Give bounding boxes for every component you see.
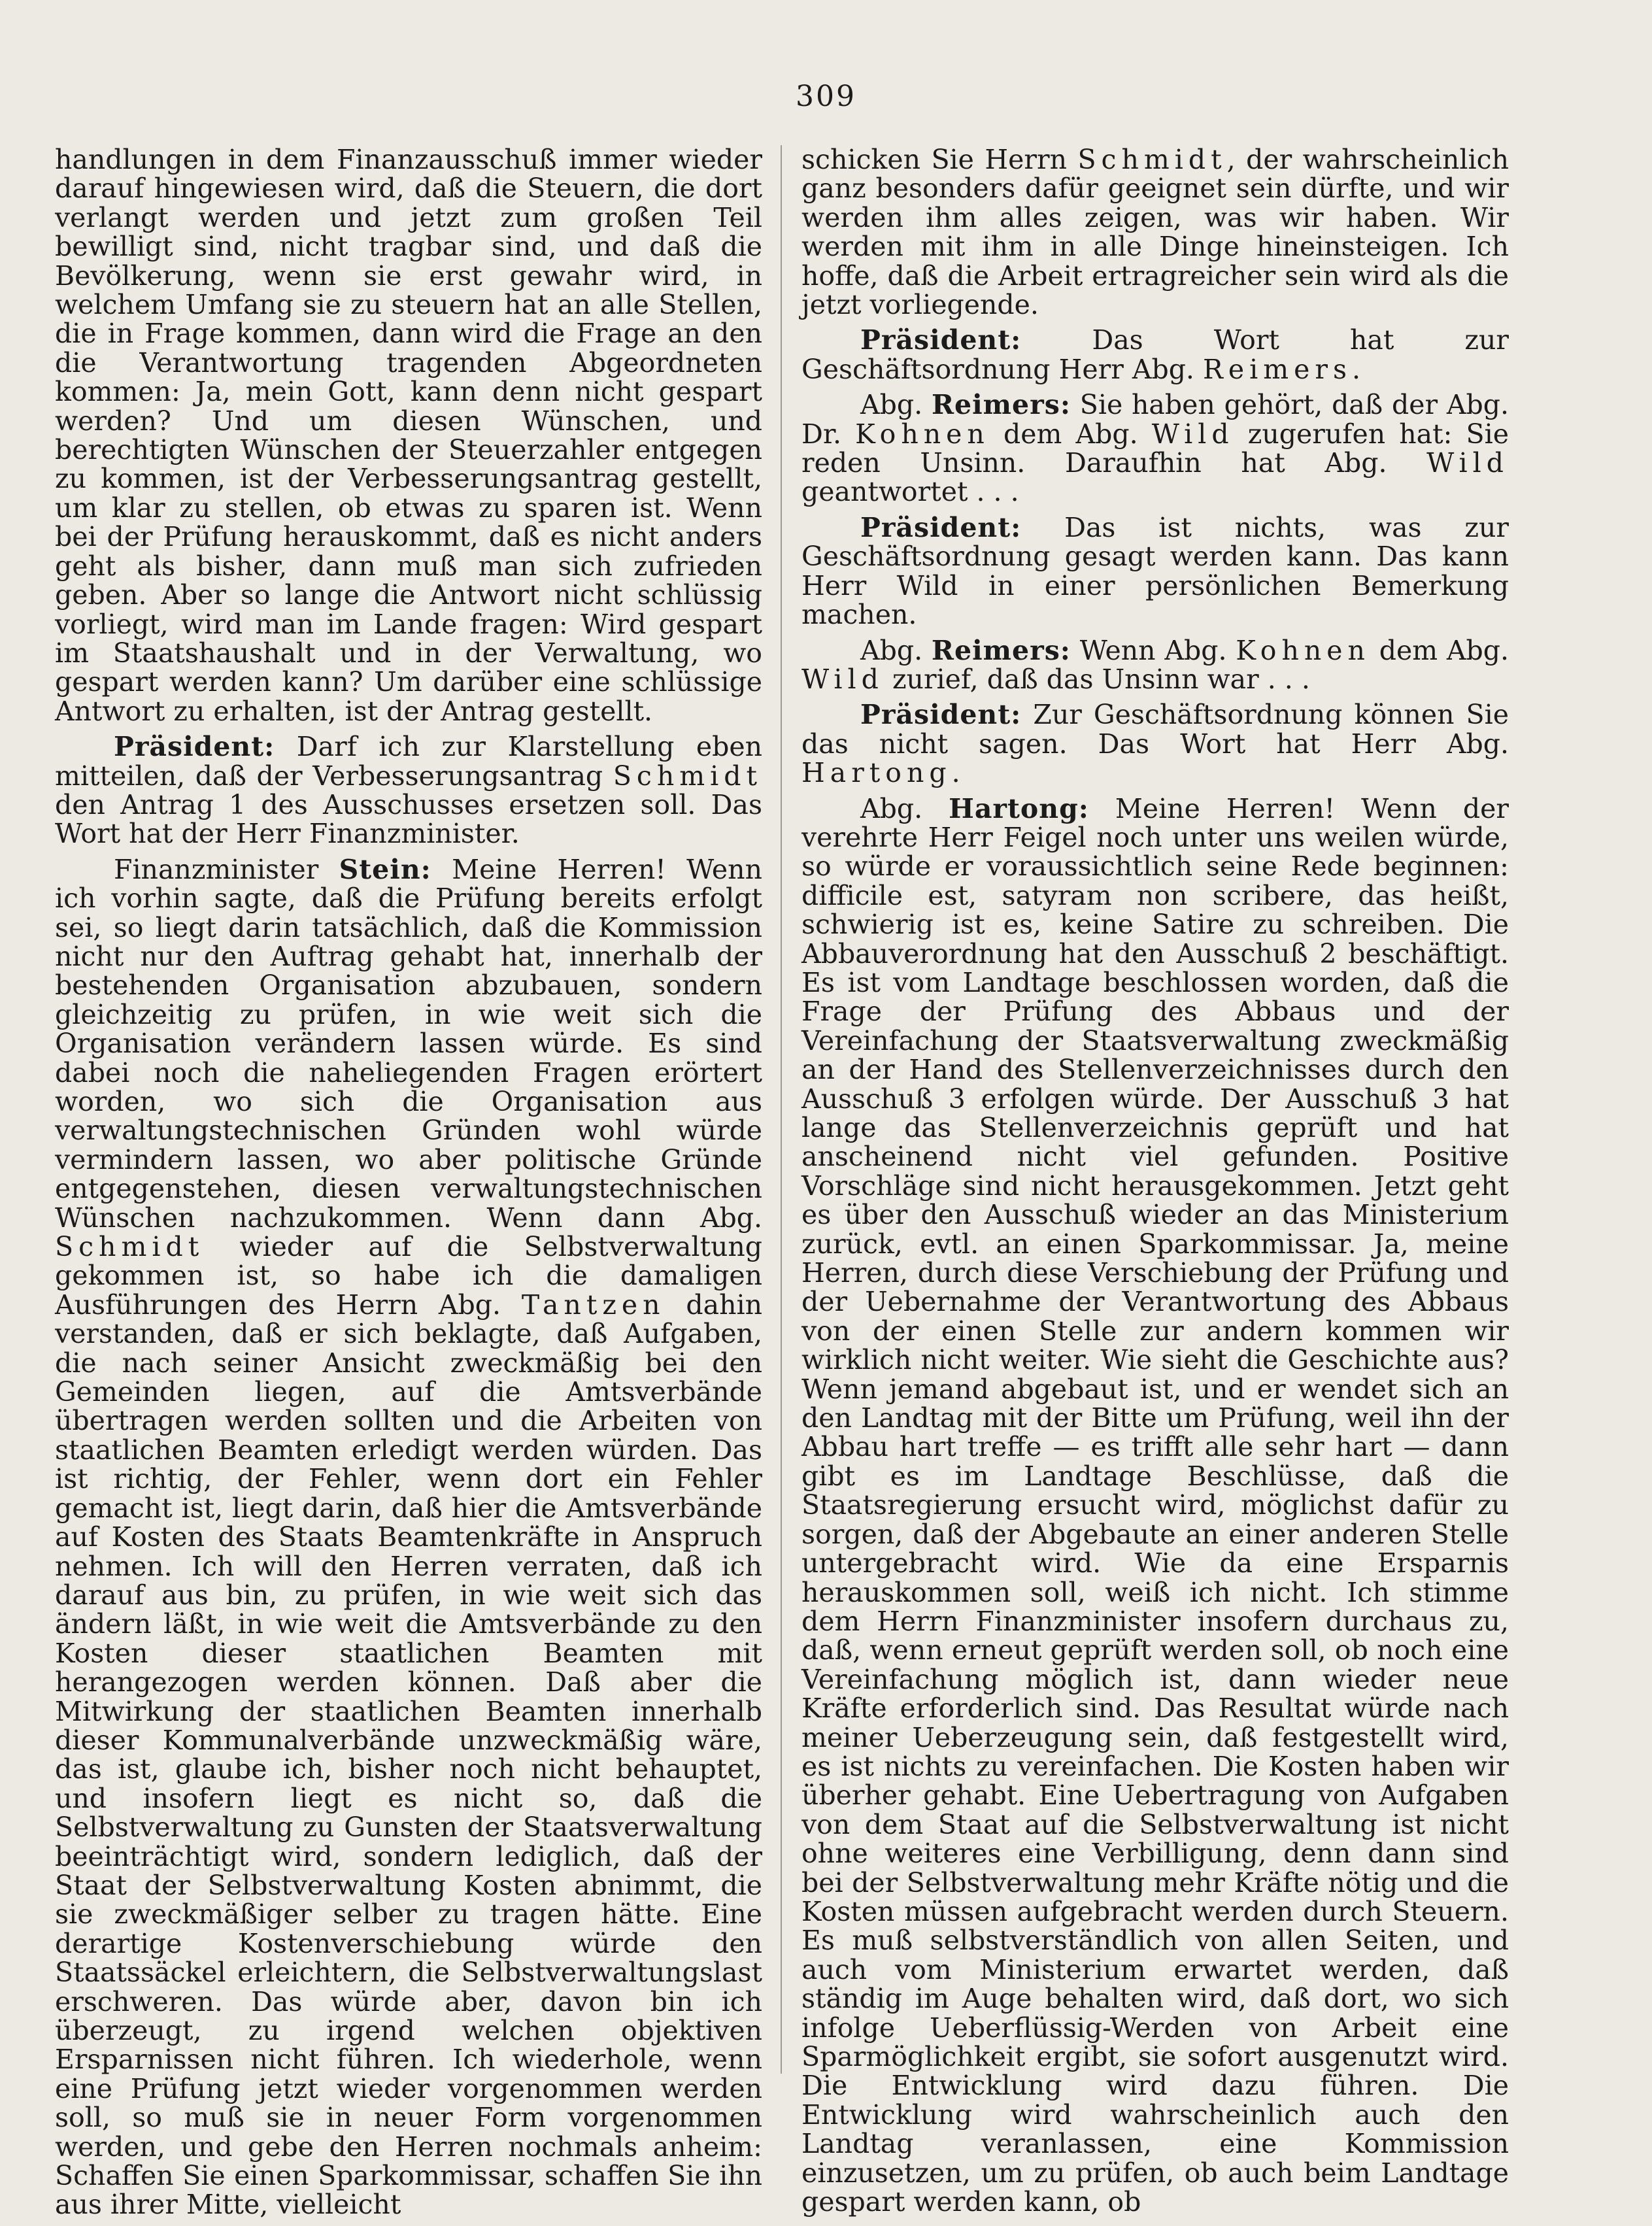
text-run: Abg. [860,634,932,666]
text-run: dem Abg. [1370,634,1509,666]
text-run: Sie haben gehört, daß der Abg. Dr. [801,389,1509,450]
right-paragraph-7 [801,794,1509,2217]
person-name: Kohnen [855,418,990,450]
left-column [55,145,762,2226]
right-paragraph-3 [801,390,1509,507]
text-run: wieder auf die Selbstverwaltung gekommen ist, so habe ich die damaligen Ausführungen des Herrn Abg. [55,1231,762,1321]
left-paragraph-1: handlungen in dem Finanzausschuß immer wieder darauf hingewiesen wird, daß die Steuern, die dort verlangt werden und jetzt zum großen Teil bewilligt sind, nicht tragbar sind, und daß die Bevölkerung, wenn sie erst gewahr wird, in welchem Umfang sie zu steuern hat an alle Stellen, die in Frage kommen, dann wird die Frage an den die Verantwortung tragenden Abgeordneten kommen: Ja, mein Gott, kann denn nicht gespart werden? Und um diesen Wünschen, und berechtigten Wünschen der Steuerzahler entgegen zu kommen, ist der Verbesserungsantrag gestellt, um klar zu stellen, ob etwas zu sparen ist. Wenn bei der Prüfung herauskommt, daß es nicht anders geht als bisher, dann muß man sich zufrieden geben. Aber so lange die Antwort nicht schlüssig vorliegt, wird man im Lande fragen: Wird gespart im Staatshaushalt und in der Verwaltung, wo gespart werden kann? Um darüber eine schlüssige Antwort zu erhalten, ist der Antrag gestellt. [55,144,762,727]
person-name: Wild [1426,447,1509,479]
right-column [801,145,1509,2223]
person-name: Schmidt [55,1231,205,1263]
right-paragraph-1 [801,145,1509,319]
text-run: geantwortet . . . [801,476,1019,508]
person-name: Tantzen [521,1289,666,1321]
person-name: Kohnen [1236,634,1370,666]
right-paragraph-2 [801,326,1509,384]
speaker-label: Hartong: [949,792,1089,824]
column-divider [781,145,782,2074]
right-paragraph-5 [801,636,1509,694]
right-paragraph-4 [801,513,1509,630]
person-name: Wild [801,663,884,695]
text-run: Wenn Abg. [1070,634,1236,666]
speaker-label: Präsident: [860,324,1022,356]
person-name: Schmidt [1077,144,1227,175]
text-run: Abg. [860,792,949,824]
text-run: Meine Herren! Wenn ich vorhin sagte, daß die Prüfung bereits erfolgt sei, so liegt darin tatsächlich, daß die Kommission nicht nur den Auftrag gehabt hat, innerhalb der bestehenden Organisation abzubauen, sondern gleichzeitig zu prüfen, in wie weit sich die Organisation verändern lassen würde. Es sind dabei noch die naheliegenden Fragen erörtert worden, wo sich die Organisation aus verwaltungstechnischen Gründen wohl würde vermindern lassen, wo aber politische Gründe entgegenstehen, diesen verwaltungstechnischen Wünschen nachzukommen. Wenn dann Abg. [55,853,762,1234]
text-run: Zur Geschäftsordnung können Sie das nicht sagen. Das Wort hat Herr Abg. [801,699,1509,760]
left-paragraph-2 [55,732,762,849]
person-name: Schmidt [613,760,762,792]
speaker-label: Reimers: [931,634,1071,666]
speaker-label: Präsident: [860,511,1022,543]
text-run: dem Abg. [989,418,1152,450]
speaker-label: Präsident: [114,731,275,763]
speaker-label: Reimers: [931,389,1071,421]
right-paragraph-6 [801,700,1509,787]
person-name: Hartong [801,757,952,789]
text-run: Darf ich zur Klarstellung eben mitteilen, daß der Verbesserungsantrag [55,731,762,792]
text-run: den Antrag 1 des Ausschusses ersetzen soll. Das Wort hat der Herr Finanzminister. [55,788,762,850]
text-run: zugerufen hat: Sie reden Unsinn. Daraufhin hat Abg. [801,418,1509,479]
person-name: Wild [1151,418,1234,450]
speaker-label: Präsident: [860,699,1022,731]
page-number: 309 [796,80,856,113]
text-run: . [1352,353,1361,385]
text-run: Das ist nichts, was zur Geschäftsordnung gesagt werden kann. Das kann Herr Wild in einer persönlichen Bemerkung machen. [801,511,1509,631]
text-run: , der wahrscheinlich ganz besonders dafür geeignet sein dürfte, und wir werden ihm alles zeigen, was wir haben. Wir werden mit ihm in alle Dinge hineinsteigen. Ich hoffe, daß die Arbeit ertragreicher sein wird als die jetzt vorliegende. [801,144,1509,321]
text-run: . [951,757,960,789]
text-run: zurief, daß das Unsinn war . . . [883,663,1310,695]
text-run: schicken Sie Herrn [801,144,1078,175]
text-run: Abg. [860,389,932,421]
text-run: Das Wort hat zur Geschäftsordnung Herr Abg. [801,324,1509,385]
person-name: Reimers [1203,353,1353,385]
text-run: dahin verstanden, daß er sich beklagte, daß Aufgaben, die nach seiner Ansicht zweckmäßig bei den Gemeinden liegen, auf die Amtsverbände übertragen werden sollten und die Arbeiten von staatlichen Beamten erledigt werden würden. Das ist richtig, der Fehler, wenn dort ein Fehler gemacht ist, liegt darin, daß hier die Amtsverbände auf Kosten des Staats Beamtenkräfte in Anspruch nehmen. Ich will den Herren verraten, daß ich darauf aus bin, zu prüfen, in wie weit sich das ändern läßt, in wie weit die Amtsverbände zu den Kosten dieser staatlichen Beamten mit herangezogen werden können. Daß aber die Mitwirkung der staatlichen Beamten innerhalb dieser Kommunalverbände unzweckmäßig wäre, das ist, glaube ich, bisher noch nicht behauptet, und insofern liegt es nicht so, daß die Selbstverwaltung zu Gunsten der Staatsverwaltung beeinträchtigt wird, sondern lediglich, daß der Staat der Selbstverwaltung Kosten abnimmt, die sie zweckmäßiger selber zu tragen hätte. Eine derartige Kostenverschiebung würde den Staatssäckel erleichtern, die Selbstverwaltungslast erschweren. Das würde aber, davon bin ich überzeugt, zu irgend welchen objektiven Ersparnissen nicht führen. Ich wiederhole, wenn eine Prüfung jetzt wieder vorgenommen werden soll, so muß sie in neuer Form vorgenommen werden, und gebe den Herren nochmals anheim: Schaffen Sie einen Sparkommissar, schaffen Sie ihn aus ihrer Mitte, vielleicht [55,1289,762,2221]
text-run: Meine Herren! Wenn der verehrte Herr Feigel noch unter uns weilen würde, so würde er voraussichtlich seine Rede beginnen: difficile est, satyram non scribere, das heißt, schwierig ist es, keine Satire zu schreiben. Die Abbauverordnung hat den Ausschuß 2 beschäftigt. Es ist vom Landtage beschlossen worden, daß die Frage der Prüfung des Abbaus und der Vereinfachung der Staatsverwaltung zweckmäßig an der Hand des Stellenverzeichnisses durch den Ausschuß 3 erfolgen würde. Der Ausschuß 3 hat lange das Stellenverzeichnis geprüft und hat anscheinend nicht viel gefunden. Positive Vorschläge sind nicht herausgekommen. Jetzt geht es über den Ausschuß wieder an das Ministerium zurück, evtl. an einen Sparkommissar. Ja, meine Herren, durch diese Verschiebung der Prüfung und der Uebernahme der Verantwortung des Abbaus von der einen Stelle zur andern kommen wir wirklich nicht weiter. Wie sieht die Geschichte aus? Wenn jemand abgebaut ist, und er wendet sich an den Landtag mit der Bitte um Prüfung, weil ihn der Abbau hart treffe — es trifft alle sehr hart — dann gibt es im Landtage Beschlüsse, daß die Staatsregierung ersucht wird, möglichst dafür zu sorgen, daß der Abgebaute an einer anderen Stelle untergebracht wird. Wie da eine Ersparnis herauskommen soll, weiß ich nicht. Ich stimme dem Herrn Finanzminister insofern durchaus zu, daß, wenn erneut geprüft werden soll, ob noch eine Vereinfachung möglich ist, dann wieder neue Kräfte erforderlich sind. Das Resultat würde nach meiner Ueberzeugung sein, daß festgestellt wird, es ist nichts zu vereinfachen. Die Kosten haben wir überher gehabt. Eine Uebertragung von Aufgaben von dem Staat auf die Selbstverwaltung ist nicht ohne weiteres eine Verbilligung, denn dann sind bei der Selbstverwaltung mehr Kräfte nötig und die Kosten müssen aufgebracht werden durch Steuern. Es muß selbstverständlich von allen Seiten, und auch vom Ministerium erwartet werden, daß ständig im Auge behalten wird, daß dort, wo sich infolge Ueberflüssig-Werden von Arbeit eine Sparmöglichkeit ergibt, sie sofort ausgenutzt wird. Die Entwicklung wird dazu führen. Die Entwicklung wird wahrscheinlich auch den Landtag veranlassen, eine Kommission einzusetzen, um zu prüfen, ob auch beim Landtage gespart werden kann, ob [801,792,1509,2218]
left-paragraph-3 [55,855,762,2219]
text-run: Finanzminister [114,853,339,885]
speaker-label: Stein: [339,853,431,885]
